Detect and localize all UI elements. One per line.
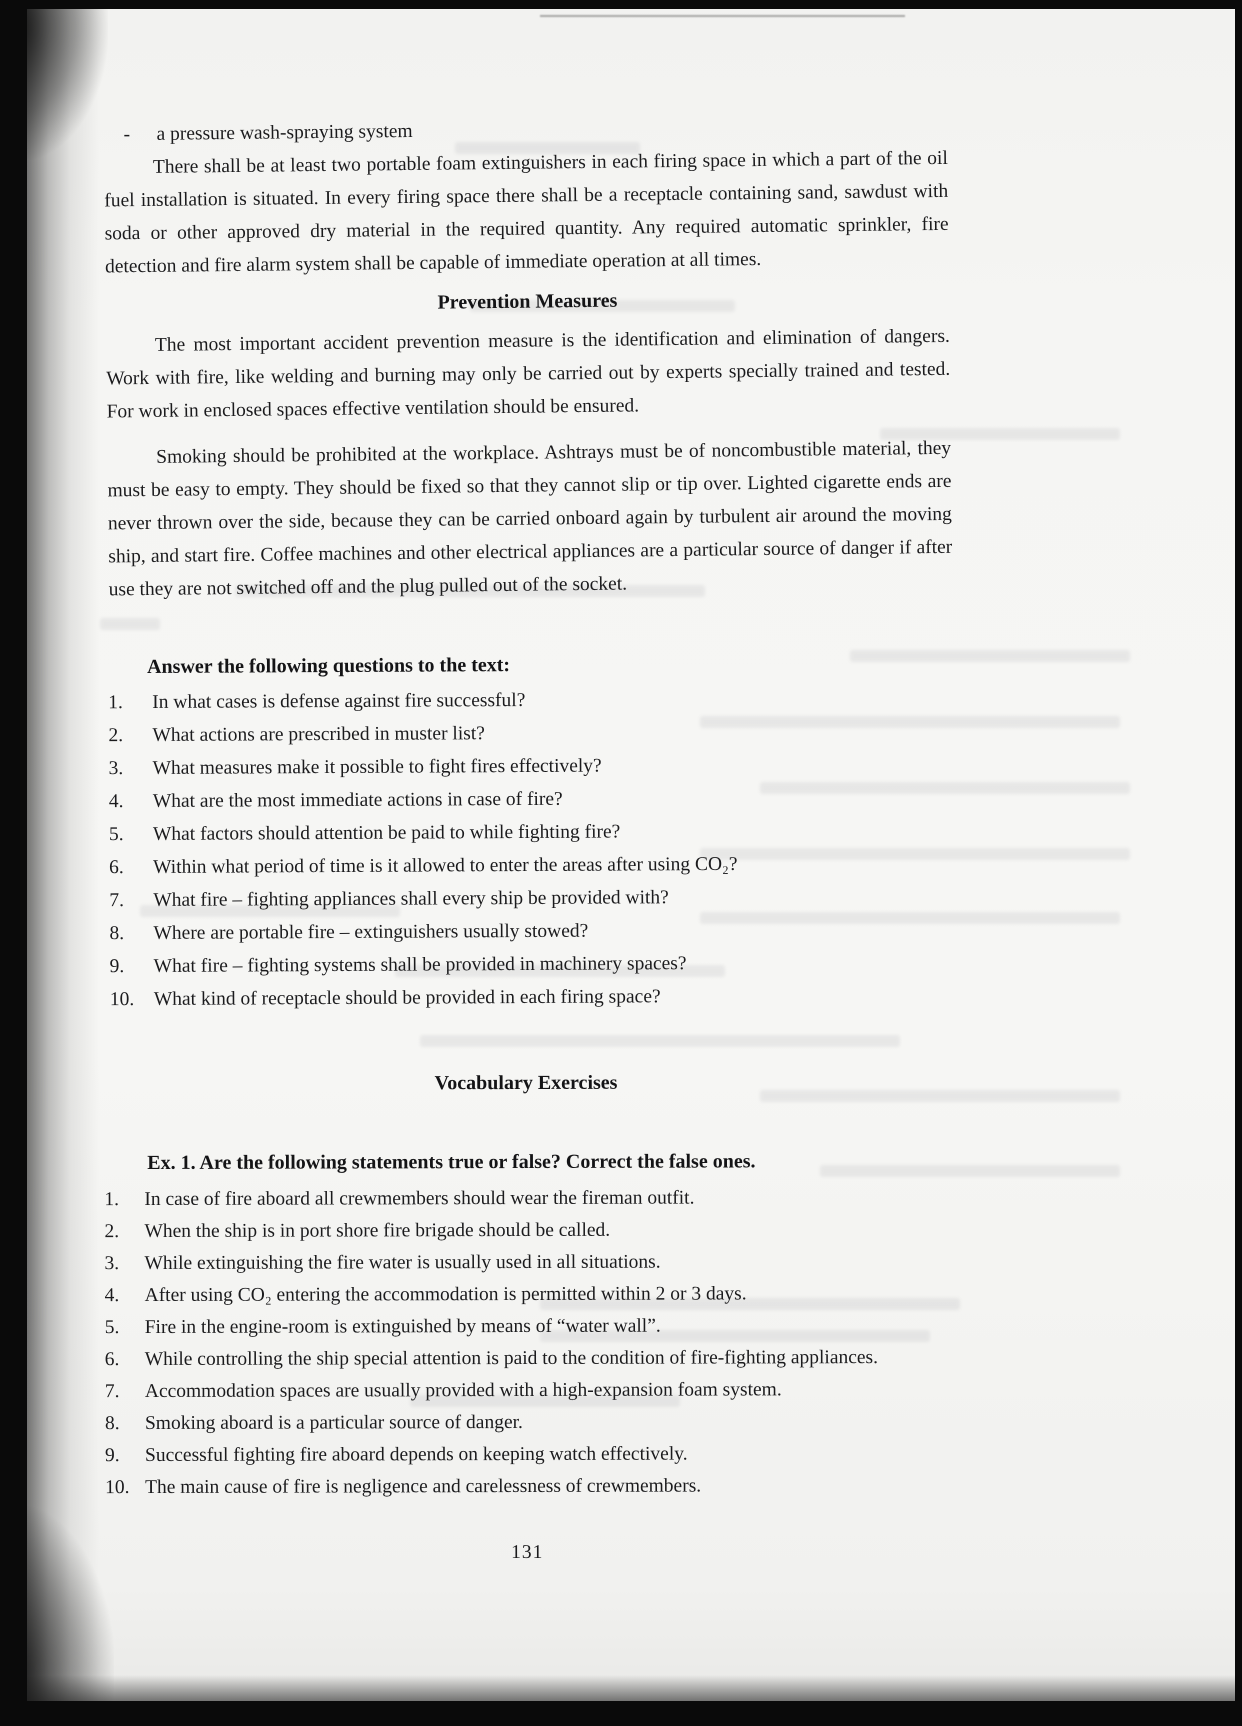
- item-text: In what cases is defense against fire successful?: [152, 690, 526, 713]
- item-number: 2.: [108, 725, 124, 747]
- item-number: 9.: [104, 1445, 120, 1467]
- statement-item: [104, 1246, 948, 1280]
- item-number: 3.: [108, 758, 124, 780]
- item-number: 4.: [104, 1285, 120, 1307]
- page-content: [104, 0, 953, 1570]
- item-number: 5.: [108, 824, 124, 846]
- question-item: [106, 946, 950, 983]
- item-text: What are the most immediate actions in case of fire?: [152, 788, 563, 812]
- vocabulary-section: [104, 1066, 949, 1570]
- paragraph-prevention-2: Smoking should be prohibited at the workplace. Ashtrays must be of noncombustible material, they must be easy to empty. They should be fixed so that they cannot slip or tip over. Lighted cigarette ends are never thrown over the side, because they can be carried onboard again by turbulent air around the moving ship, and start fire. Coffee machines and other electrical appliances are a particular source of danger if after use they are not switched off and the plug pulled out of the socket.: [107, 437, 953, 601]
- item-number: 8.: [104, 1413, 120, 1435]
- item-number: 1.: [108, 692, 123, 714]
- statement-item: [105, 1438, 949, 1472]
- item-text: What fire – fighting appliances shall every ship be provided with?: [153, 887, 669, 911]
- scan-edge-right: [1235, 0, 1242, 1726]
- item-text: In case of fire aboard all crewmembers should wear the fireman outfit.: [144, 1187, 695, 1210]
- statement-item: [105, 1342, 949, 1376]
- item-text: What factors should attention be paid to while fighting fire?: [152, 821, 621, 845]
- item-text: Fire in the engine-room is extinguished by means of “water wall”.: [144, 1315, 661, 1338]
- item-number: 7.: [104, 1381, 120, 1403]
- scan-artifact-line: [540, 15, 905, 17]
- item-number: 6.: [104, 1349, 120, 1371]
- paragraph-extinguishers: There shall be at least two portable foam extinguishers in each firing space in which a part of the oil fuel installation is situated. In every firing space there shall be a receptacle containing sand, sawdust with soda or other approved dry material in the required quantity. Any required automatic sprinkler, fire detection and fire alarm system shall be capable of immediate operation at all times.: [104, 147, 949, 278]
- questions-title: Answer the following questions to the text:: [147, 654, 511, 678]
- statement-item: [105, 1470, 949, 1504]
- question-item: [105, 814, 949, 851]
- item-number: 6.: [109, 857, 124, 879]
- item-text: Smoking aboard is a particular source of danger.: [144, 1412, 523, 1434]
- question-item: [106, 979, 950, 1016]
- item-number: 1.: [104, 1189, 119, 1211]
- item-text: Where are portable fire – extinguishers usually stowed?: [153, 920, 589, 944]
- statement-item: [105, 1374, 949, 1408]
- question-item: [105, 847, 949, 884]
- question-item: [105, 748, 949, 785]
- item-text: What kind of receptacle should be provided in each firing space?: [153, 986, 661, 1010]
- book-spine-shadow: [27, 0, 99, 1726]
- scan-edge-left: [0, 0, 27, 1726]
- item-text: While extinguishing the fire water is usually used in all situations.: [144, 1251, 661, 1274]
- questions-list: [104, 682, 950, 1016]
- heading-vocabulary-exercises: Vocabulary Exercises: [434, 1071, 618, 1095]
- statement-item: [104, 1182, 948, 1216]
- question-item: [104, 715, 948, 752]
- item-text: What actions are prescribed in muster list?: [152, 723, 485, 746]
- heading-prevention-measures: Prevention Measures: [437, 289, 618, 314]
- item-number: 5.: [104, 1317, 120, 1339]
- item-number: 8.: [109, 923, 125, 945]
- statement-item: [105, 1278, 949, 1312]
- statement-item: [105, 1406, 949, 1440]
- item-text: After using CO₂ entering the accommodation is permitted within 2 or 3 days.: [144, 1283, 747, 1306]
- paragraph-prevention-1: The most important accident prevention measure is the identification and elimination of dangers. Work with fire, like welding and burning may only be carried out by experts specially trained and tested. For work in enclosed spaces effective ventilation should be ensured.: [106, 325, 951, 423]
- bullet-text: a pressure wash-spraying system: [156, 120, 413, 145]
- item-text: Successful fighting fire aboard depends on keeping watch effectively.: [144, 1443, 688, 1466]
- question-item: [104, 682, 948, 719]
- questions-section: [104, 647, 950, 1016]
- statement-item: [105, 1310, 949, 1344]
- item-number: 10.: [105, 1477, 130, 1499]
- item-number: 3.: [104, 1253, 120, 1275]
- spine-shadow-top: [18, 0, 108, 160]
- question-item: [105, 880, 949, 917]
- exercise-1-title: Ex. 1. Are the following statements true or false? Correct the false ones.: [147, 1150, 756, 1174]
- item-number: 9.: [109, 956, 125, 978]
- question-item: [105, 781, 949, 818]
- scan-edge-bottom: [0, 1701, 1242, 1726]
- item-text: What fire – fighting systems shall be provided in machinery spaces?: [153, 953, 687, 977]
- item-number: 10.: [109, 989, 135, 1011]
- bullet-dash: -: [123, 124, 131, 146]
- statement-item: [104, 1214, 948, 1248]
- top-section: [103, 109, 952, 607]
- item-text: Within what period of time is it allowed to enter the areas after using CO₂?: [153, 853, 738, 878]
- item-number: 4.: [108, 791, 124, 813]
- item-text: While controlling the ship special attention is paid to the condition of fire-fighting appliances.: [144, 1347, 879, 1370]
- item-number: 2.: [104, 1221, 120, 1243]
- item-text: Accommodation spaces are usually provided with a high-expansion foam system.: [144, 1379, 782, 1402]
- item-text: What measures make it possible to fight fires effectively?: [152, 755, 602, 779]
- question-item: [105, 913, 949, 950]
- item-text: The main cause of fire is negligence and carelessness of crewmembers.: [145, 1475, 702, 1498]
- statements-list: [104, 1182, 949, 1504]
- scan-edge-top: [0, 0, 1242, 9]
- item-number: 7.: [109, 890, 124, 912]
- item-text: When the ship is in port shore fire brigade should be called.: [144, 1219, 611, 1242]
- scan-shadow-bottom: [0, 1675, 1242, 1701]
- page-number: 131: [511, 1541, 544, 1564]
